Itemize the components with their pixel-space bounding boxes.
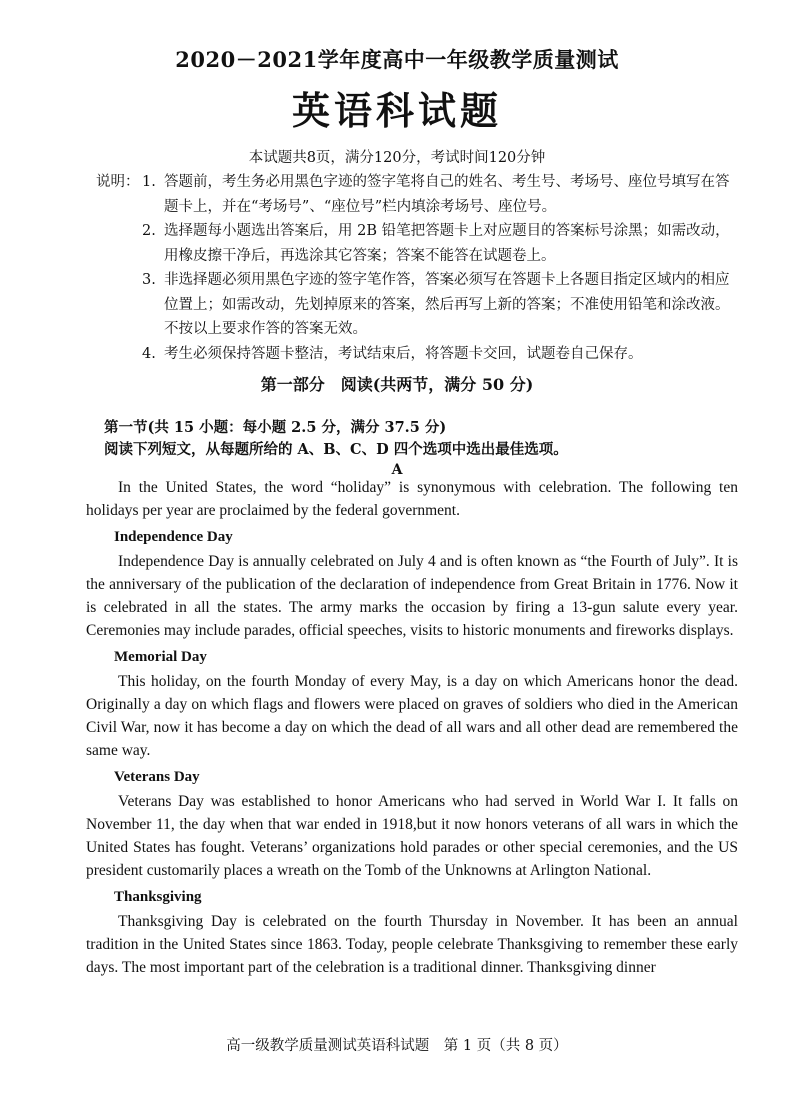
instruction-text: 答题前，考生务必用黑色字迹的签字笔将自己的姓名、考生号、考场号、座位号填写在答题卡上，并在“考场号”、“座位号”栏内填涂考场号、座位号。: [164, 174, 730, 215]
instruction-text: 选择题每小题选出答案后，用 2B 铅笔把答题卡上对应题目的答案标号涂黑；如需改动，用橡皮擦干净后，再选涂其它答案；答案不能答在试题卷上。: [164, 223, 730, 264]
exam-info: 本试题共8页，满分120分，考试时间120分钟: [248, 150, 546, 166]
reading-passage: [86, 472, 738, 979]
passage-section-heading: Independence Day: [114, 529, 233, 546]
section-heading: 第一节(共 15 小题：每小题 2.5 分，满分 37.5 分): [104, 419, 447, 436]
instruction-number: 1.: [142, 174, 156, 190]
passage-section-heading: Thanksgiving: [114, 889, 202, 906]
instructions-label: 说明：: [96, 174, 140, 190]
instructions-block: [96, 170, 736, 366]
instruction-number: 4.: [142, 345, 156, 362]
passage-letter: A: [391, 462, 403, 478]
instruction-item: [96, 219, 736, 268]
reading-instruction: 阅读下列短文，从每题所给的 A、B、C、D 四个选项中选出最佳选项。: [104, 441, 568, 458]
instruction-text: 考生必须保持答题卡整洁，考试结束后，将答题卡交回，试题卷自己保存。: [164, 345, 643, 362]
passage-intro: In the United States, the word “holiday” is synonymous with celebration. The following ten holidays per year are proclaimed by the federal government.: [86, 479, 738, 520]
passage-paragraph: Veterans Day was established to honor Americans who had served in World War I. It falls on November 11, the day when that war ended in 1918,but it now honors veterans of all wars in which the United States has fought. Veterans’ organizations hold parades or other special ceremonies, and the US president customarily places a wreath on the Tomb of the Unknowns at Arlington National.: [86, 792, 738, 880]
passage-paragraph: Thanksgiving Day is celebrated on the fourth Thursday in November. It has been an annual tradition in the United States since 1863. Today, people celebrate Thanksgiving to remember these early days. The most important part of the celebration is a traditional dinner. Thanksgiving dinner: [86, 912, 738, 977]
passage-paragraph: This holiday, on the fourth Monday of every May, is a day on which Americans honor the dead. Originally a day on which flags and flowers were placed on graves of soldiers who died in the American Civil War, now it has become a day on which the dead of all wars and all other dead are remembered the same way.: [86, 672, 738, 760]
instruction-number: 2.: [142, 223, 156, 239]
passage-section-heading: Veterans Day: [114, 769, 200, 786]
subject-title: 英语科试题: [291, 88, 502, 133]
passage-paragraph: Independence Day is annually celebrated on July 4 and is often known as “the Fourth of July”. It is the anniversary of the publication of the declaration of independence from Great Britain in 1776. Now it is celebrated in all the states. The army marks the occasion by firing a 13-gun salute every year. Ceremonies may include parades, official speeches, visits to historic monuments and fireworks displays.: [86, 552, 738, 640]
instruction-text: 非选择题必须用黑色字迹的签字笔作答，答案必须写在答题卡上各题目指定区域内的相应位置上；如需改动，先划掉原来的答案，然后再写上新的答案；不准使用铅笔和涂改液。不按以上要求作答的答案无效。: [164, 272, 730, 337]
passage-section-heading: Memorial Day: [114, 649, 207, 666]
page-footer: 高一级教学质量测试英语科试题 第 1 页（共 8 页）: [226, 1038, 568, 1054]
part-heading: 第一部分 阅读(共两节，满分 50 分): [260, 375, 534, 394]
instruction-item: [96, 170, 736, 219]
exam-title: 2020－2021学年度高中一年级教学质量测试: [175, 47, 619, 72]
instruction-item: [96, 268, 736, 342]
instruction-item: [96, 342, 736, 367]
instruction-number: 3.: [142, 272, 156, 288]
